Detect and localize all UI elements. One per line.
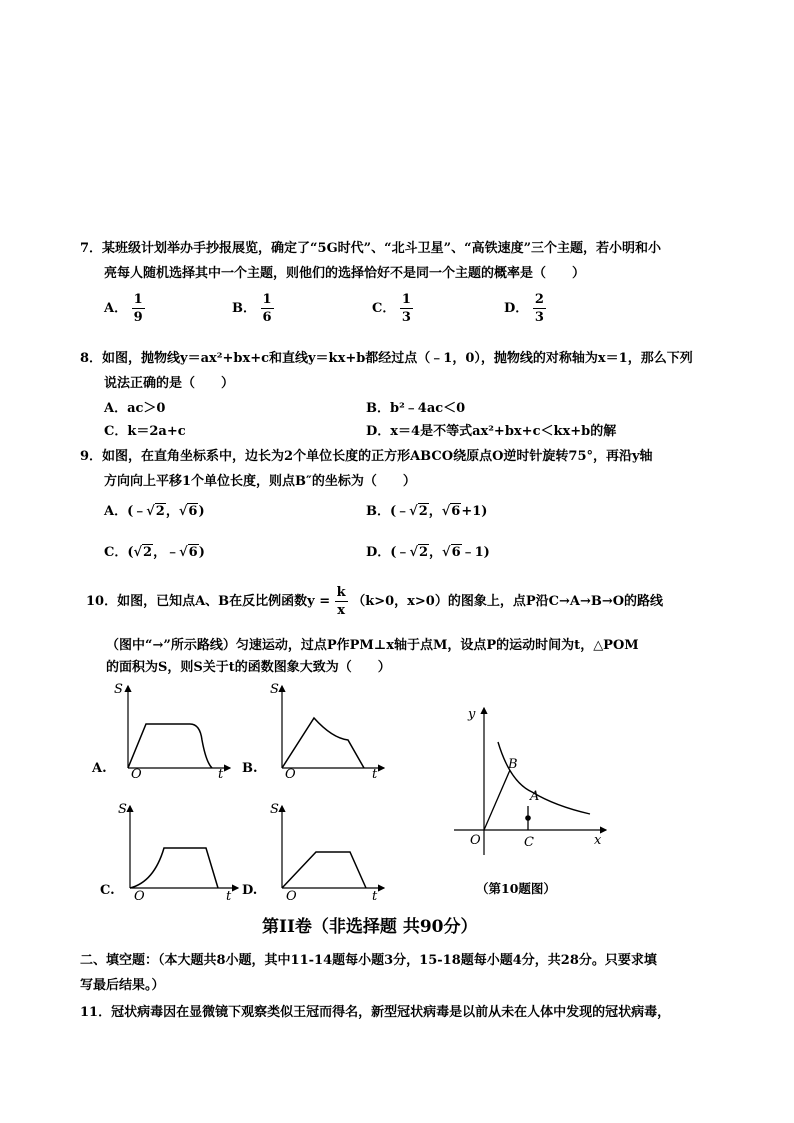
q8-line2: 说法正确的是（ ）: [104, 376, 235, 391]
q7-option-c: C． $\frac{1}{3}$: [372, 292, 411, 325]
fig-a-label: A: [530, 789, 540, 804]
graph-b: [242, 680, 392, 780]
q7-option-a: A． $\frac{1}{9}$: [104, 292, 143, 325]
q10-line3: 的面积为S，则S关于t的函数图象大致为（ ）: [106, 660, 391, 675]
fig-c-label: C: [524, 835, 534, 850]
graph-curve: [128, 724, 212, 768]
graph-curve: [282, 718, 364, 768]
s-label: S: [118, 802, 127, 817]
q7-line1: 7．某班级计划举办手抄报展览，确定了“5G时代”、“北斗卫星”、“高铁速度”三个主题，若小明和小: [80, 241, 662, 256]
q9-line2: 方向向上平移1个单位长度，则点B″的坐标为（ ）: [104, 474, 416, 489]
t-label: t: [372, 889, 378, 904]
fig-caption: （第10题图）: [476, 881, 556, 896]
q9-option-c: C．(√2，﹣√6): [104, 545, 205, 560]
s-label: S: [114, 682, 123, 697]
graph-curve: [130, 848, 218, 888]
s-label: S: [270, 682, 279, 697]
q7-option-b: B． $\frac{1}{6}$: [232, 292, 272, 325]
q9-option-d: D．(﹣√2，√6﹣1): [366, 545, 490, 560]
fig-b-label: B: [508, 757, 518, 772]
q8-option-a: A．ac＞0: [104, 401, 166, 416]
t-label: t: [372, 767, 378, 780]
q9-option-b: B．(﹣√2，√6+1): [366, 504, 488, 519]
graph-c: [98, 800, 248, 906]
t-label: t: [218, 767, 224, 780]
q7-line2: 亮每人随机选择其中一个主题，则他们的选择恰好不是同一个主题的概率是（ ）: [104, 266, 586, 281]
q10-figure: [450, 700, 620, 900]
graph-a: [90, 680, 240, 780]
origin-label: O: [285, 767, 296, 780]
q8-option-c: C．k＝2a+c: [104, 424, 186, 439]
q9-line1: 9．如图，在直角坐标系中，边长为2个单位长度的正方形ABCO绕原点O逆时针旋转75°，再沿y轴: [80, 449, 653, 464]
q8-option-b: B．b²﹣4ac＜0: [366, 401, 466, 416]
graph-d-label: D.: [242, 883, 258, 898]
origin-label: O: [131, 767, 142, 780]
s-label: S: [270, 802, 279, 817]
section-heading-line1: 二、填空题：（本大题共8小题，其中11-14题每小题3分，15-18题每小题4分，共28分。只要求填: [80, 953, 657, 968]
segment-ob: [484, 770, 510, 830]
q7-option-b-fraction: $\frac{1}{6}$: [262, 292, 272, 325]
section-title: 第II卷（非选择题 共90分）: [262, 917, 478, 937]
q9-option-a: A．(﹣√2，√6): [104, 504, 205, 519]
q7-option-c-fraction: $\frac{1}{3}$: [401, 292, 411, 325]
q8-line1: 8．如图，抛物线y＝ax²+bx+c和直线y＝kx+b都经过点（﹣1，0），抛物线的对称轴为x＝1，那么下列: [80, 351, 693, 366]
q7-option-a-fraction: $\frac{1}{9}$: [133, 292, 143, 325]
t-label: t: [226, 889, 232, 904]
q10-fraction: $\frac{k}{x}$: [336, 585, 346, 618]
graph-a-label: A.: [92, 761, 107, 776]
sqrt-symbol: √2: [146, 504, 165, 519]
fig-x-label: x: [594, 833, 602, 848]
origin-label: O: [134, 889, 145, 904]
graph-b-label: B.: [242, 761, 258, 776]
fig-y-label: y: [468, 707, 476, 722]
q8-option-d: D．x＝4是不等式ax²+bx+c＜kx+b的解: [366, 424, 617, 439]
q10-line1: 10．如图，已知点A、B在反比例函数y = $\frac{k}{x}$ （k>0，x>0）的图象上，点P沿C→A→B→O的路线: [86, 585, 664, 618]
section-heading-line2: 写最后结果。）: [80, 978, 165, 993]
graph-curve: [282, 852, 366, 888]
q10-line2: （图中“→”所示路线）匀速运动，过点P作PM⊥x轴于点M，设点P的运动时间为t，△POM: [106, 638, 639, 653]
origin-label: O: [286, 889, 297, 904]
point-p: [525, 815, 531, 821]
q7-option-d: D． $\frac{2}{3}$: [504, 292, 544, 325]
graph-d: [242, 800, 392, 906]
hyperbola-curve: [498, 742, 590, 814]
graph-c-label: C.: [100, 883, 115, 898]
q11-line1: 11．冠状病毒因在显微镜下观察类似王冠而得名，新型冠状病毒是以前从未在人体中发现的冠状病毒，: [80, 1005, 671, 1020]
fig-o-label: O: [470, 833, 481, 848]
q7-option-d-fraction: $\frac{2}{3}$: [534, 292, 544, 325]
